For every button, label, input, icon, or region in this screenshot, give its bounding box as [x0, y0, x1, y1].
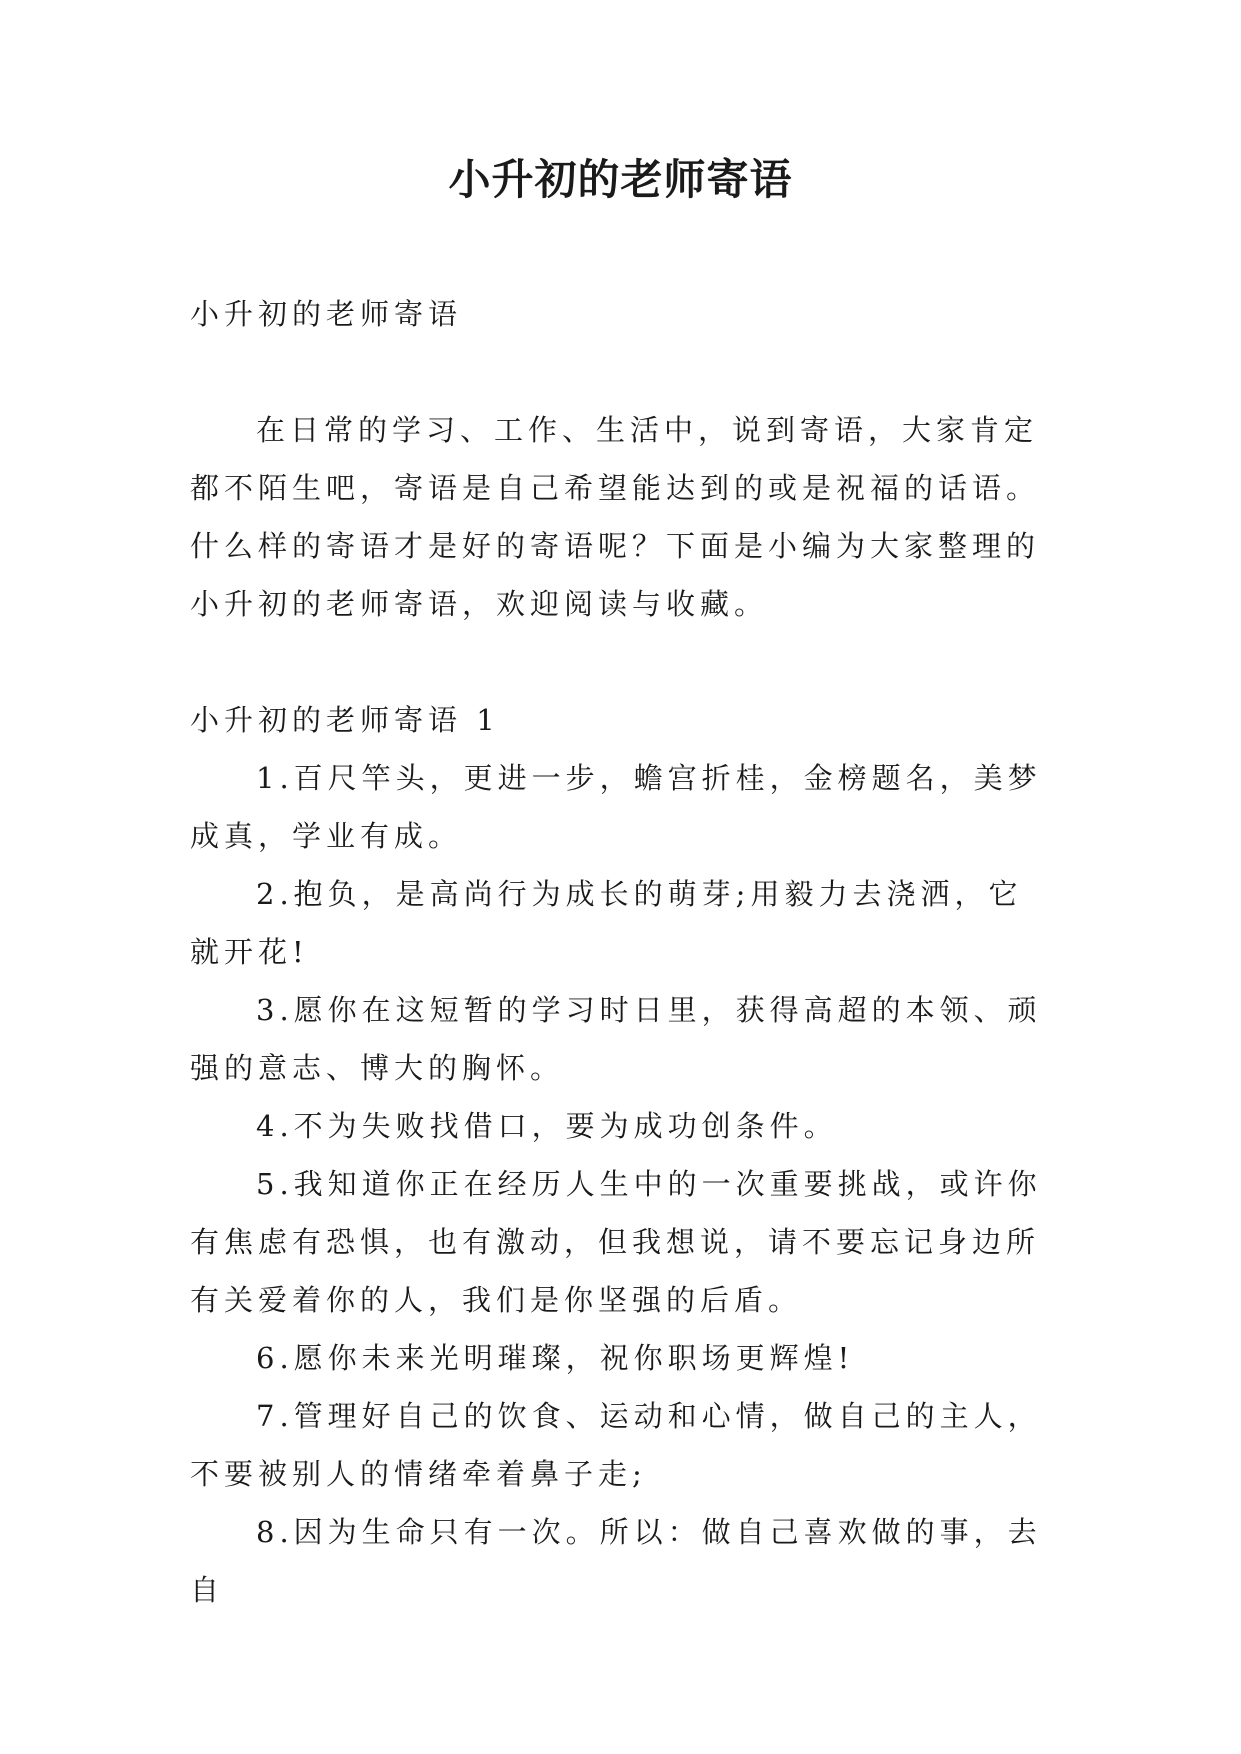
list-item: 8.因为生命只有一次。所以：做自己喜欢做的事，去自	[190, 1515, 1042, 1607]
list-item: 1.百尺竿头，更进一步，蟾宫折桂，金榜题名，美梦成真，学业有成。	[190, 761, 1042, 853]
list-item: 7.管理好自己的饮食、运动和心情，做自己的主人，不要被别人的情绪牵着鼻子走;	[190, 1399, 1042, 1491]
document-title: 小升初的老师寄语	[448, 155, 793, 204]
intro-paragraph: 在日常的学习、工作、生活中，说到寄语，大家肯定都不陌生吧，寄语是自己希望能达到的或是祝福的话语。什么样的寄语才是好的寄语呢？下面是小编为大家整理的小升初的老师寄语，欢迎阅读与收藏。	[190, 413, 1041, 621]
list-item: 2.抱负，是高尚行为成长的萌芽;用毅力去浇洒，它就开花!	[190, 877, 1023, 969]
list-item: 5.我知道你正在经历人生中的一次重要挑战，或许你有焦虑有恐惧，也有激动，但我想说，请不要忘记身边所有关爱着你的人，我们是你坚强的后盾。	[190, 1167, 1042, 1317]
document-body	[190, 285, 1050, 1619]
list-item: 4.不为失败找借口，要为成功创条件。	[256, 1109, 838, 1143]
list-item: 6.愿你未来光明璀璨，祝你职场更辉煌!	[256, 1341, 855, 1375]
document-subtitle: 小升初的老师寄语	[190, 297, 463, 331]
list-item: 3.愿你在这短暂的学习时日里，获得高超的本领、顽强的意志、博大的胸怀。	[190, 993, 1042, 1085]
section-heading: 小升初的老师寄语 1	[190, 703, 500, 737]
